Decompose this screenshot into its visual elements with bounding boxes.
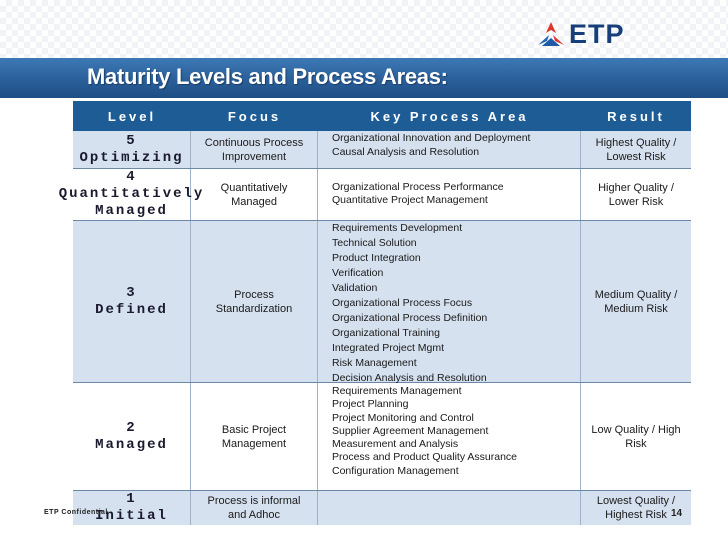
kpa-item: Requirements Development: [332, 222, 463, 234]
kpa-item: Measurement and Analysis: [332, 438, 459, 451]
level-name: Initial: [95, 508, 168, 524]
focus-cell: Basic Project Management: [191, 383, 318, 490]
table-row: [73, 221, 691, 383]
kpa-cell: [318, 383, 581, 490]
kpa-cell: [318, 169, 581, 220]
result-cell: Higher Quality / Lower Risk: [598, 181, 674, 208]
kpa-item: Organizational Training: [332, 327, 440, 339]
kpa-item: Causal Analysis and Resolution: [332, 146, 480, 158]
kpa-item: Validation: [332, 282, 378, 294]
slide-title: Maturity Levels and Process Areas:: [87, 64, 448, 89]
kpa-item: Organizational Process Definition: [332, 312, 488, 324]
kpa-item: Quantitative Project Management: [332, 194, 488, 207]
focus-cell: Continuous Process Improvement: [191, 131, 318, 168]
kpa-item: Organizational Innovation and Deployment: [332, 132, 531, 144]
level-name: Defined: [95, 301, 168, 318]
kpa-item: Product Integration: [332, 252, 421, 264]
kpa-item: Configuration Management: [332, 464, 459, 477]
result-cell: Highest Quality / Lowest Risk: [595, 136, 677, 163]
level-cell: [73, 221, 191, 382]
level-number: 3: [126, 284, 137, 301]
focus-cell: Process is informal and Adhoc: [191, 491, 318, 525]
result-cell: Lowest Quality / Highest Risk: [596, 495, 676, 521]
kpa-cell: [318, 131, 581, 168]
level-cell: [73, 383, 191, 490]
kpa-item: Verification: [332, 267, 384, 279]
result-cell: Medium Quality / Medium Risk: [594, 288, 678, 315]
kpa-item: Project Planning: [332, 398, 409, 411]
confidential-label: ETP Confidential: [44, 509, 108, 516]
etp-logo-icon: [536, 21, 566, 47]
kpa-item: Project Monitoring and Control: [332, 411, 474, 424]
level-cell: [73, 491, 191, 525]
header-key-process-area: Key Process Area: [370, 108, 529, 124]
kpa-item: Risk Management: [332, 357, 417, 369]
header-focus: Focus: [227, 108, 282, 124]
kpa-item: Technical Solution: [332, 237, 417, 249]
table-row: [73, 383, 691, 491]
kpa-cell: [318, 221, 581, 382]
kpa-item: Organizational Process Focus: [332, 297, 473, 309]
level-cell: [73, 131, 191, 168]
level-number: 1: [126, 491, 137, 507]
table-row: [73, 491, 691, 525]
level-cell: [58, 169, 205, 220]
etp-logo: [536, 19, 625, 49]
table-row: [58, 169, 691, 221]
level-number: 2: [126, 419, 137, 436]
kpa-item: Supplier Agreement Management: [332, 424, 489, 437]
header-level: Level: [107, 108, 157, 124]
kpa-item: Decision Analysis and Resolution: [332, 372, 487, 384]
table-row: [73, 131, 691, 169]
kpa-cell: [318, 491, 581, 525]
page-number: 14: [671, 508, 683, 519]
level-number: 4: [126, 169, 137, 185]
maturity-table: [58, 101, 691, 525]
kpa-item: Organizational Process Performance: [332, 181, 504, 193]
kpa-item: Process and Product Quality Assurance: [332, 451, 518, 464]
focus-cell: Quantitatively Managed: [191, 169, 318, 220]
level-name: Quantitatively Managed: [58, 186, 205, 219]
level-number: 5: [126, 132, 137, 149]
kpa-item: Integrated Project Mgmt: [332, 342, 445, 354]
logo-text: ETP: [569, 18, 625, 49]
kpa-item: Requirements Management: [332, 385, 462, 397]
level-name: Managed: [95, 436, 168, 453]
level-name: Optimizing: [79, 149, 184, 166]
table-header: [73, 101, 691, 131]
focus-cell: Process Standardization: [191, 221, 318, 382]
header-result: Result: [607, 108, 665, 124]
result-cell: Low Quality / High Risk: [591, 423, 681, 450]
